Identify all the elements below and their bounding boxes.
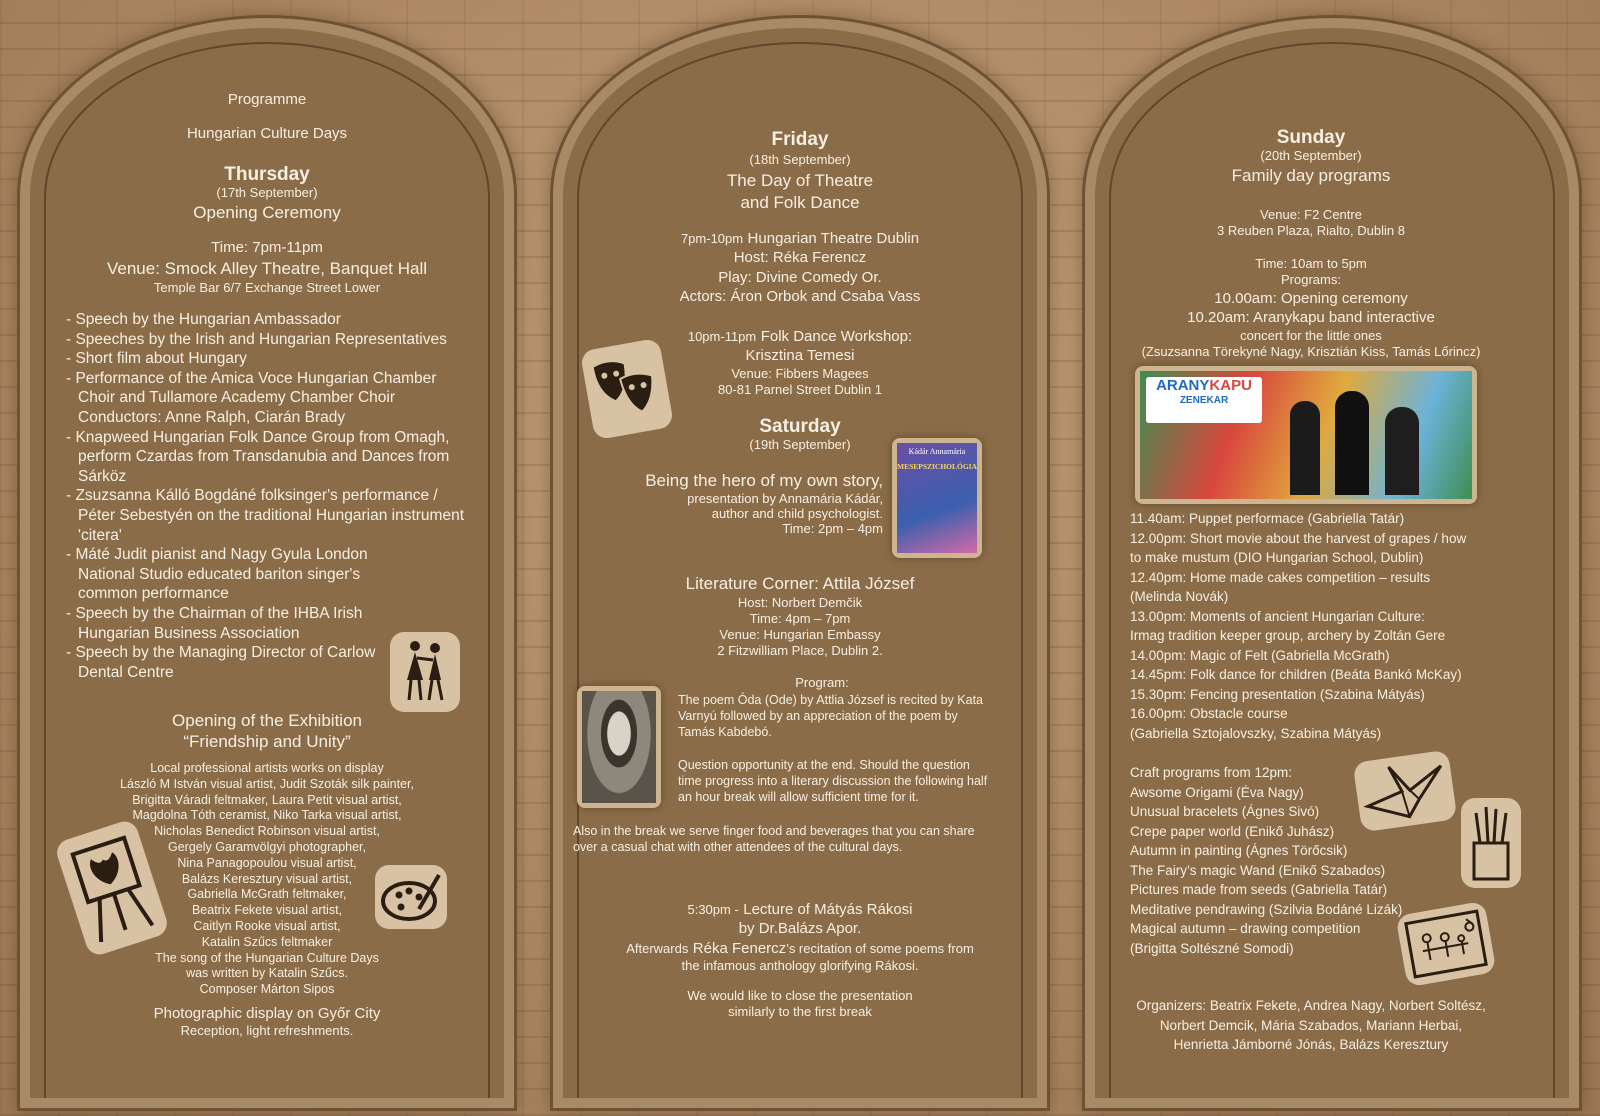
folkdance-time: 10pm-11pm: [687, 329, 757, 344]
list-item: was written by Katalin Szűcs.: [186, 966, 348, 981]
folkdance-host: Krisztina Temesi: [745, 347, 855, 364]
list-item: Autumn in painting (Ágnes Törőcsik): [1130, 843, 1348, 858]
list-item: 13.00pm: Moments of ancient Hungarian Culture:: [1130, 608, 1425, 624]
thursday-time: Time: 7pm-11pm: [211, 239, 323, 256]
origami-crane-icon: [1353, 750, 1458, 833]
friday-title-line1: The Day of Theatre: [726, 171, 874, 190]
list-item: Magdolna Tóth ceramist, Niko Tarka visual artist,: [132, 808, 402, 823]
sunday-panel: [1095, 28, 1569, 1098]
list-item: Unusual bracelets (Ágnes Sivó): [1130, 804, 1320, 819]
list-item: Pictures made from seeds (Gabriella Tatár): [1130, 882, 1388, 897]
list-item: Organizers: Beatrix Fekete, Andrea Nagy, Norbert Soltész,: [1136, 998, 1486, 1013]
list-item: Meditative pendrawing (Szilvia Bodáné Lizák): [1130, 901, 1403, 917]
program-paragraph-1: The poem Óda (Ode) by Attlia József is recited by Kata Varnyú followed by an appreciation of the poem by Tamás Kabdebó.: [678, 693, 984, 739]
hero-line2: author and child psychologist.: [711, 506, 883, 521]
event-name: Hungarian Culture Days: [186, 125, 348, 142]
list-item: Awsome Origami (Éva Nagy): [1130, 784, 1304, 800]
folkdance-venue: Venue: Fibbers Magees: [731, 366, 869, 381]
list-item: to make mustum (DIO Hungarian School, Dublin): [1130, 550, 1424, 565]
thursday-title: Opening Ceremony: [193, 203, 341, 222]
sunday-venue: Venue: F2 Centre: [1260, 207, 1362, 222]
thursday-date: (17th September): [216, 185, 318, 200]
literature-title: Literature Corner: Attila József: [685, 574, 915, 593]
list-item: Magical autumn – drawing competition: [1130, 921, 1361, 936]
list-item: Caitlyn Rooke visual artist,: [193, 918, 341, 933]
list-item: - Performance of the Amica Voce Hungarian Chamber Choir and Tullamore Academy Chamber Choir Conductors: Anne Ralph, Ciarán Brady: [66, 369, 437, 426]
program-aranykapu: 10.20am: Aranykapu band interactive: [1187, 309, 1435, 326]
program-paragraph-2: Question opportunity at the end. Should the question time progress into a literary discussion the following half an hour break will allow sufficient time for it.: [678, 758, 988, 804]
band-logo-kapu: KAPU: [1209, 377, 1252, 394]
friday-date: (18th September): [749, 152, 851, 167]
afterwards-name: Réka Fenercz: [692, 940, 787, 957]
theatre-line: [563, 230, 1037, 248]
literature-time: Time: 4pm – 7pm: [749, 611, 851, 626]
saturday-date: (19th September): [749, 437, 851, 452]
list-item: Brigitta Váradi feltmaker, Laura Petit visual artist,: [132, 792, 402, 807]
lecture-title: Lecture of Mátyás Rákosi: [743, 901, 913, 918]
programs-label: Programs:: [1281, 272, 1341, 287]
theatre-play: Play: Divine Comedy Or.: [718, 269, 882, 286]
thursday-heading: Thursday: [224, 164, 310, 185]
band-photo: [1135, 366, 1477, 504]
list-item: Norbert Demcik, Mária Szabados, Mariann Herbai,: [1159, 1017, 1463, 1033]
thursday-panel: [30, 28, 504, 1098]
theatre-time: 7pm-10pm: [680, 231, 744, 246]
friday-saturday-panel: [563, 28, 1037, 1098]
list-item: Henrietta Jámborné Jónás, Balázs Keresztury: [1173, 1037, 1449, 1052]
list-item: 11.40am: Puppet performace (Gabriella Tatár): [1130, 511, 1405, 526]
band-logo-arany: ARANY: [1156, 377, 1210, 394]
pencil-cup-icon: [1461, 798, 1521, 888]
list-item: - Zsuzsanna Kálló Bogdáné folksinger's performance / Péter Sebestyén on the traditional Hungarian instrument 'citera': [66, 487, 465, 544]
closing-line1: We would like to close the presentation: [687, 988, 913, 1003]
closing-line2: similarly to the first break: [728, 1004, 872, 1019]
program-label: Program:: [795, 675, 849, 690]
exhibition-title: Opening of the Exhibition: [172, 711, 362, 730]
sunday-heading: Sunday: [1276, 127, 1346, 148]
theatre-host: Host: Réka Ferencz: [733, 249, 867, 266]
friday-heading: Friday: [771, 129, 829, 150]
list-item: Balázs Kereszturу visual artist,: [181, 871, 353, 886]
lecture-line: [563, 901, 1037, 919]
band-image: [1140, 371, 1472, 499]
list-item: 12.00pm: Short movie about the harvest of grapes / how: [1130, 530, 1467, 546]
list-item: - Speech by the Managing Director of Carlow Dental Centre: [66, 644, 376, 681]
palette-icon: [375, 865, 447, 929]
friday-title-line2: and Folk Dance: [740, 193, 860, 212]
list-item: Gabriella McGrath feltmaker,: [187, 887, 347, 902]
theatre-name: Hungarian Theatre Dublin: [747, 230, 920, 247]
list-item: - Speeches by the Irish and Hungarian Representatives: [66, 330, 447, 348]
list-item: Gergely Garamvölgyi photographer,: [167, 839, 367, 854]
portrait-image: [582, 691, 656, 803]
list-item: 16.00pm: Obstacle course: [1130, 706, 1288, 721]
list-item: The song of the Hungarian Culture Days: [155, 950, 379, 965]
band-logo: [1146, 377, 1262, 423]
sunday-address: 3 Reuben Plaza, Rialto, Dublin 8: [1217, 223, 1405, 238]
list-item: Local professional artists works on display: [150, 761, 384, 775]
list-item: Beatrix Fekete visual artist,: [191, 903, 343, 918]
literature-host: Host: Norbert Demčik: [737, 595, 863, 610]
book-image: [897, 443, 977, 553]
folkdance-name: Folk Dance Workshop:: [760, 328, 913, 345]
literature-address: 2 Fitzwilliam Place, Dublin 2.: [717, 643, 883, 658]
photo-display: Photographic display on Győr City: [153, 1005, 381, 1022]
book-title: MESEPSZICHOLÓGIA: [896, 462, 978, 471]
list-item: (Melinda Novák): [1130, 589, 1229, 604]
list-item: - Speech by the Hungarian Ambassador: [66, 311, 341, 328]
hero-block: [593, 471, 883, 536]
band-logo-zenekar: ZENEKAR: [1179, 395, 1229, 406]
afterwards-rest: ’s recitation of some poems from: [786, 941, 974, 956]
lecture-time: 5:30pm -: [687, 902, 739, 917]
program-opening: 10.00am: Opening ceremony: [1214, 290, 1408, 307]
list-item: Craft programs from 12pm:: [1130, 765, 1293, 780]
list-item: László M István visual artist, Judit Szoták silk painter,: [120, 776, 414, 791]
afterwards-prefix: Afterwards: [626, 941, 689, 956]
list-item: Composer Márton Sipos: [199, 982, 335, 997]
program-paragraph-3: Also in the break we serve finger food and beverages that you can share over a casual chat with other attendees of the cultural days.: [573, 824, 975, 854]
list-item: Katalin Szűcs feltmaker: [201, 934, 333, 949]
afterwards-line2: the infamous anthology glorifying Rákosi.: [681, 958, 919, 973]
hero-title: Being the hero of my own story,: [645, 471, 883, 490]
sunday-date: (20th September): [1260, 148, 1362, 163]
band-member: [1290, 401, 1320, 495]
list-item: (Gabriella Sztojalovszky, Szabina Mátyás): [1130, 725, 1382, 741]
band-member: [1335, 391, 1369, 495]
organizers: [1095, 996, 1527, 1055]
list-item: 14.45pm: Folk dance for children (Beáta Bankó McKay): [1130, 667, 1462, 682]
list-item: - Speech by the Chairman of the IHBA Irish Hungarian Business Association: [66, 604, 363, 642]
list-item: Crepe paper world (Enikő Juhász): [1130, 823, 1335, 839]
program-aranykapu-sub: concert for the little ones: [1240, 328, 1382, 343]
book-cover: [892, 438, 982, 558]
list-item: 15.30pm: Fencing presentation (Szabina Mátyás): [1130, 686, 1425, 702]
poet-portrait: [577, 686, 661, 808]
reception: Reception, light refreshments.: [180, 1023, 354, 1038]
folkdance-address: 80-81 Parnel Street Dublin 1: [717, 382, 883, 397]
list-item: - Knapweed Hungarian Folk Dance Group from Omagh, perform Czardas from Transdanubia and Dances from Sárköz: [66, 428, 450, 485]
programme-label: Programme: [227, 91, 307, 108]
list-item: - Máté Judit pianist and Nagy Gyula London National Studio educated bariton singer's common performance: [66, 546, 368, 603]
afterwards-line: [563, 940, 1037, 958]
exhibition-name: “Friendship and Unity”: [183, 732, 351, 751]
lecture-speaker: by Dr.Balázs Apor.: [738, 920, 862, 937]
theatre-actors: Actors: Áron Orbok and Csaba Vass: [679, 288, 921, 305]
sunday-title: Family day programs: [1231, 166, 1391, 185]
thursday-venue: Venue: Smock Alley Theatre, Banquet Hall: [106, 259, 428, 278]
program-aranykapu-names: (Zsuzsanna Törekyné Nagy, Krisztián Kiss, Tamás Lőrincz): [1141, 344, 1481, 359]
band-member: [1385, 407, 1419, 495]
saturday-heading: Saturday: [759, 416, 841, 437]
list-item: (Brigitta Soltészné Somodi): [1130, 940, 1294, 956]
list-item: Nicholas Benedict Robinson visual artist,: [154, 824, 380, 839]
family-drawing-icon: [1395, 901, 1496, 988]
list-item: The Fairy’s magic Wand (Enikő Szabados): [1130, 862, 1386, 878]
folk-dancers-icon: [390, 632, 460, 712]
list-item: - Short film about Hungary: [66, 350, 247, 368]
hero-time: Time: 2pm – 4pm: [782, 521, 883, 536]
sunday-schedule: [1130, 509, 1520, 743]
literature-venue: Venue: Hungarian Embassy: [719, 627, 881, 642]
list-item: Irmag tradition keeper group, archery by Zoltán Gere: [1130, 628, 1446, 643]
hero-line1: presentation by Annamária Kádár,: [687, 491, 883, 506]
thursday-address: Temple Bar 6/7 Exchange Street Lower: [153, 280, 381, 295]
list-item: 12.40pm: Home made cakes competition – results: [1130, 569, 1431, 585]
list-item: Nina Panagopoulou visual artist,: [177, 855, 357, 870]
sunday-time: Time: 10am to 5pm: [1255, 256, 1367, 271]
thursday-items: [66, 310, 476, 682]
list-item: 14.00pm: Magic of Felt (Gabriella McGrath): [1130, 647, 1390, 663]
book-author: Kádár Annamária: [908, 447, 966, 456]
